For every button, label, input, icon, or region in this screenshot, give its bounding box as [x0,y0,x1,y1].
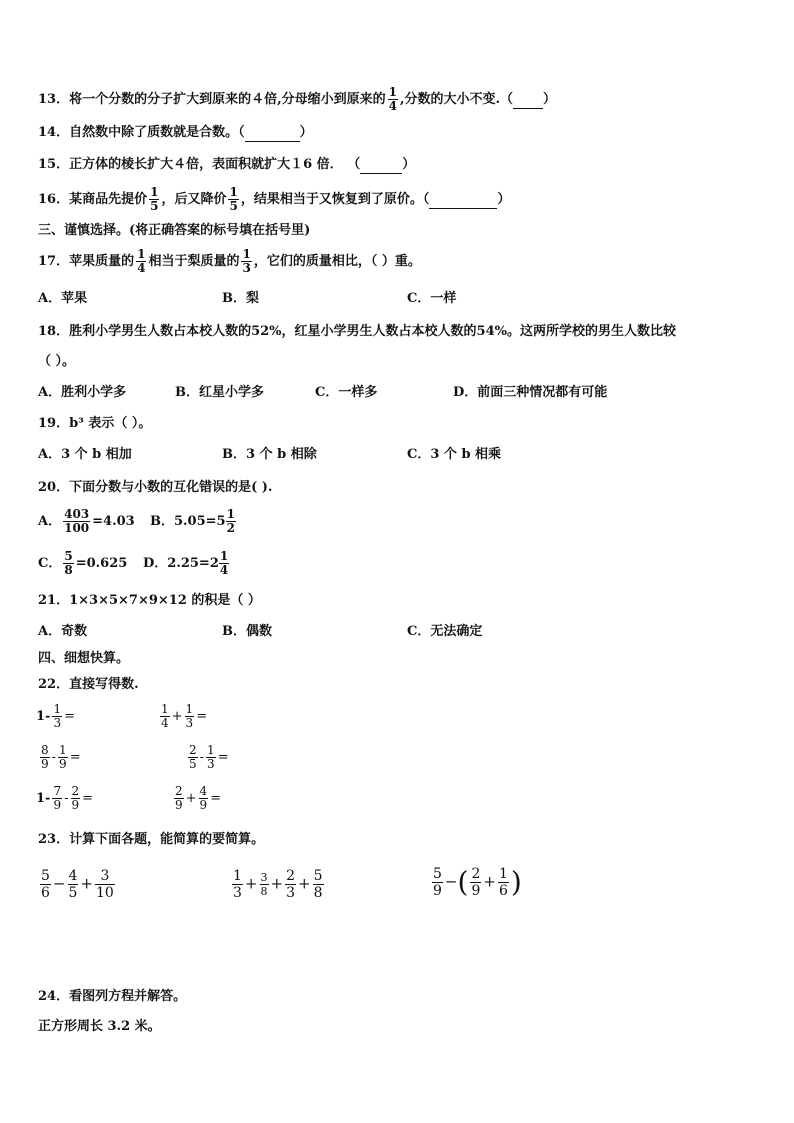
option-b[interactable]: B．红星小学多 [175,385,264,400]
expression: $\frac{5}{6}$ − $\frac{4}{5}$ + $\frac{3}{10}$ [41,868,114,901]
answer-blank[interactable] [429,192,497,209]
question-17: 17．苹果质量的 $\frac{1}{4}$ 相当于梨质量的 $\frac{1}{3}$ ，它们的质量相比，（ ）重。 [38,247,421,275]
fraction: $\frac{1}{5}$ [229,185,238,213]
fraction: $\frac{1}{4}$ [388,85,397,113]
question-23: 23．计算下面各题，能简算的要简算。 [38,832,265,847]
question-15: 15．正方体的棱长扩大４倍，表面积就扩大１6 倍． （ ） [38,157,416,172]
question-19: 19．b³ 表示（ ）。 [38,416,152,431]
option-a[interactable]: A．苹果 [38,291,88,306]
answer-blank[interactable] [513,92,543,109]
question-18: 18．胜利小学男生人数占本校人数的52%，红星小学男生人数占本校人数的54%。这两所学校的男生人数比较 [38,324,676,339]
expression: $\frac{8}{9}$ - $\frac{1}{9}$ = [41,743,81,771]
question-21: 21．1×3×5×7×9×12 的积是（ ） [38,593,261,608]
expression: $\frac{2}{5}$ - $\frac{1}{3}$ = [189,743,229,771]
option-a[interactable]: A．胜利小学多 [38,385,127,400]
answer-blank[interactable] [245,125,300,142]
fraction: $\frac{5}{8}$ [64,549,73,577]
question-22: 22．直接写得数. [38,677,139,692]
answer-blank[interactable] [360,157,402,174]
expression: $\frac{2}{9}$ + $\frac{4}{9}$ = [175,784,222,812]
question-13: 13．将一个分数的分子扩大到原来的４倍,分母缩小到原来的 $\frac{1}{4}$ ,分数的大小不变.（ ） [38,85,557,113]
question-16: 16．某商品先提价 $\frac{1}{5}$ ，后又降价 $\frac{1}{5}$ ，结果相当于又恢复到了原价。（ ） [38,185,511,213]
option-c[interactable]: C．无法确定 [407,624,483,639]
option-c[interactable]: C．一样多 [315,385,378,400]
question-24-sub: 正方形周长 3.2 米。 [38,1019,161,1034]
option-b[interactable]: B．梨 [222,291,259,306]
option-c[interactable]: C．一样 [407,291,457,306]
option-d[interactable]: D．前面三种情况都有可能 [453,385,608,400]
option-c[interactable]: C． $\frac{5}{8}$ =0.625 [38,549,128,577]
option-d[interactable]: D．2.25=2 $\frac{1}{4}$ [143,549,229,577]
expression: $\frac{1}{3}$ + $\frac{3}{8}$ + $\frac{2}{3}$ + $\frac{5}{8}$ [233,868,323,901]
fraction: $\frac{1}{3}$ [242,247,251,275]
question-24: 24．看图列方程并解答。 [38,989,187,1004]
question-18-cont: （ ）。 [38,354,76,369]
section-heading-4: 四、细想快算。 [38,651,130,666]
expression: 1- $\frac{1}{3}$ = [36,702,75,730]
option-a[interactable]: A．奇数 [38,624,88,639]
question-14: 14．自然数中除了质数就是合数。（ ） [38,125,313,140]
fraction: $\frac{1}{2}$ [226,507,235,535]
option-c[interactable]: C．3 个 b 相乘 [407,447,502,462]
expression: $\frac{1}{4}$ + $\frac{1}{3}$ = [161,702,208,730]
fraction: $\frac{1}{4}$ [219,549,229,577]
option-b[interactable]: B．3 个 b 相除 [222,447,317,462]
section-heading-3: 三、谨慎选择。(将正确答案的标号填在括号里) [38,223,311,238]
question-20: 20．下面分数与小数的互化错误的是( ). [38,480,273,495]
option-a[interactable]: A． $\frac{403}{100}$ =4.03 [38,507,135,535]
expression: 1- $\frac{7}{9}$ - $\frac{2}{9}$ = [36,784,94,812]
expression: $\frac{5}{9}$ −( $\frac{2}{9}$ + $\frac{1}{6}$ ) [433,865,522,899]
option-b[interactable]: B．5.05=5 $\frac{1}{2}$ [150,507,235,535]
fraction: $\frac{403}{100}$ [64,507,90,535]
fraction: $\frac{1}{5}$ [150,185,159,213]
option-b[interactable]: B．偶数 [222,624,272,639]
option-a[interactable]: A．3 个 b 相加 [38,447,132,462]
fraction: $\frac{1}{4}$ [137,247,146,275]
